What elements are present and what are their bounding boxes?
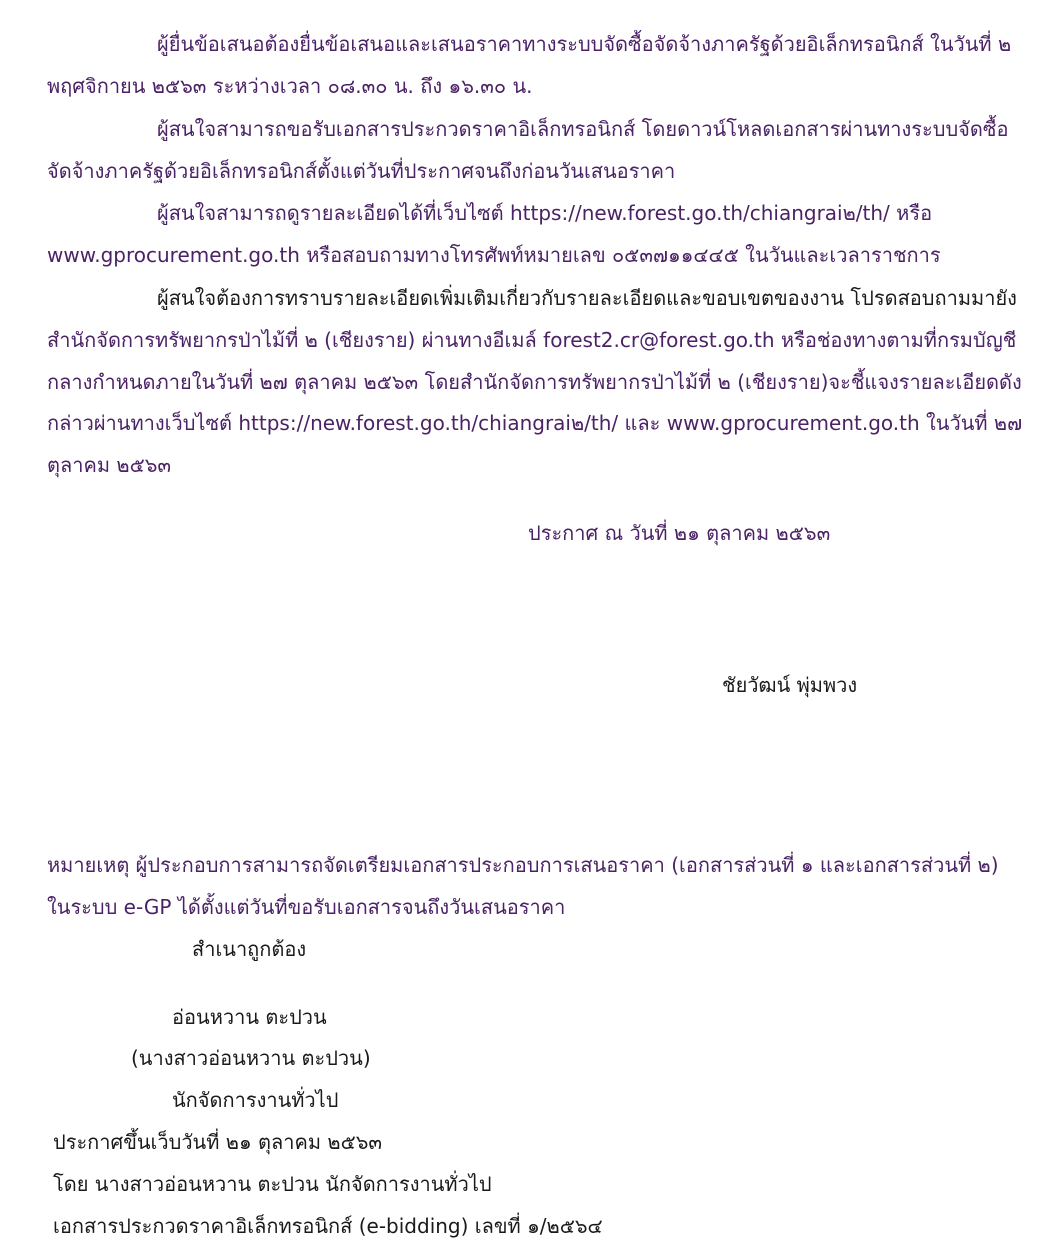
para4-text-c: กล่าวผ่านทางเว็บไซต์ bbox=[47, 411, 239, 435]
para3-line2 bbox=[47, 241, 941, 271]
email-link[interactable]: forest2.cr@forest.go.th bbox=[543, 328, 775, 352]
copy-signer-fullname: (นางสาวอ่อนหวาน ตะปวน) bbox=[131, 1046, 371, 1070]
para1-line1: ผู้ยื่นข้อเสนอต้องยื่นข้อเสนอและเสนอราคาทางระบบจัดซื้อจัดจ้างภาครัฐด้วยอิเล็กทรอนิกส์ ในวันที่ ๒ bbox=[157, 32, 1012, 56]
para1-line2: พฤศจิกายน ๒๕๖๓ ระหว่างเวลา ๐๘.๓๐ น. ถึง ๑๖.๓๐ น. bbox=[47, 74, 533, 98]
footer-post-date: ประกาศขึ้นเว็บวันที่ ๒๑ ตุลาคม ๒๕๖๓ bbox=[53, 1130, 383, 1154]
note-line2: ในระบบ e-GP ได้ตั้งแต่วันที่ขอรับเอกสารจนถึงวันเสนอราคา bbox=[47, 895, 566, 919]
para4-date: ในวันที่ ๒๗ bbox=[919, 411, 1023, 435]
gprocurement-link-2[interactable]: www.gprocurement.go.th bbox=[666, 411, 920, 435]
para2-line1: ผู้สนใจสามารถขอรับเอกสารประกวดราคาอิเล็กทรอนิกส์ โดยดาวน์โหลดเอกสารผ่านทางระบบจัดซื้อ bbox=[157, 117, 1009, 141]
copy-signer-title: นักจัดการงานทั่วไป bbox=[172, 1088, 339, 1112]
certified-copy: สำเนาถูกต้อง bbox=[192, 937, 307, 961]
para4-text-b: หรือช่องทางตามที่กรมบัญชี bbox=[774, 328, 1017, 352]
para4-line1: ผู้สนใจต้องการทราบรายละเอียดเพิ่มเติมเกี่ยวกับรายละเอียดและขอบเขตของงาน โปรดสอบถามมายัง bbox=[157, 286, 1017, 310]
para3-line1 bbox=[157, 199, 932, 229]
para2-line2: จัดจ้างภาครัฐด้วยอิเล็กทรอนิกส์ตั้งแต่วันที่ประกาศจนถึงก่อนวันเสนอราคา bbox=[47, 159, 676, 183]
para3-text-or: หรือ bbox=[889, 201, 933, 225]
para3-phone-text: หรือสอบถามทางโทรศัพท์หมายเลข ๐๕๓๗๑๑๔๔๕ ในวันและเวลาราชการ bbox=[299, 243, 941, 267]
para4-line5: ตุลาคม ๒๕๖๓ bbox=[47, 453, 172, 477]
para3-text: ผู้สนใจสามารถดูรายละเอียดได้ที่เว็บไซต์ bbox=[157, 201, 510, 225]
copy-signer-name: อ่อนหวาน ตะปวน bbox=[172, 1005, 327, 1029]
website-link[interactable]: https://new.forest.go.th/chiangrai๒/th/ bbox=[510, 201, 890, 225]
para4-line2 bbox=[47, 326, 1016, 356]
announce-date: ประกาศ ณ วันที่ ๒๑ ตุลาคม ๒๕๖๓ bbox=[528, 521, 831, 545]
signer-name: ชัยวัฒน์ พุ่มพวง bbox=[722, 673, 858, 697]
footer-poster: โดย นางสาวอ่อนหวาน ตะปวน นักจัดการงานทั่วไป bbox=[53, 1172, 492, 1196]
para4-and: และ bbox=[618, 411, 667, 435]
gprocurement-link[interactable]: www.gprocurement.go.th bbox=[47, 243, 300, 267]
note-line1: หมายเหตุ ผู้ประกอบการสามารถจัดเตรียมเอกสารประกอบการเสนอราคา (เอกสารส่วนที่ ๑ และเอกสารส่วนที่ ๒) bbox=[47, 853, 999, 877]
para4-line3: กลางกำหนดภายในวันที่ ๒๗ ตุลาคม ๒๕๖๓ โดยสำนักจัดการทรัพยากรป่าไม้ที่ ๒ (เชียงราย)จะชี้แจงรายละเอียดดัง bbox=[47, 370, 1022, 394]
footer-doc-number: เอกสารประกวดราคาอิเล็กทรอนิกส์ (e-bidding) เลขที่ ๑/๒๕๖๔ bbox=[53, 1214, 603, 1238]
para4-line4 bbox=[47, 409, 1022, 439]
para4-text: สำนักจัดการทรัพยากรป่าไม้ที่ ๒ (เชียงราย) ผ่านทางอีเมล์ bbox=[47, 328, 544, 352]
website-link-2[interactable]: https://new.forest.go.th/chiangrai๒/th/ bbox=[238, 411, 619, 435]
